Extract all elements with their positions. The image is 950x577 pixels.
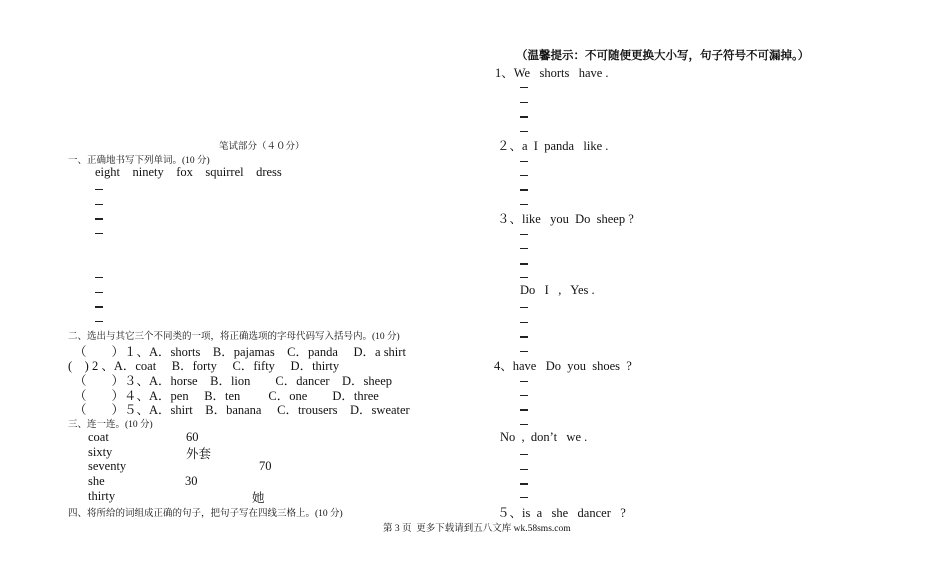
written-part-title: 笔试部分（４０分）: [219, 142, 305, 152]
sentence-5: ５、is a she dancer ?: [497, 506, 626, 520]
match-right-item: 30: [185, 474, 198, 488]
match-left-item: sixty: [88, 445, 113, 459]
match-left-item: coat: [88, 430, 109, 444]
writing-line: [95, 189, 103, 190]
writing-line: [520, 351, 528, 352]
choice-item-3: （ ）３、A．horse B．lion C．dancer D．sheep: [74, 374, 393, 388]
writing-line: [95, 321, 103, 322]
writing-line: [520, 469, 528, 470]
match-right-item: 她: [252, 491, 265, 505]
writing-line: [520, 234, 528, 235]
writing-line: [95, 292, 103, 293]
sentence-3: ３、like you Do sheep ?: [497, 212, 634, 226]
writing-line: [520, 381, 528, 382]
reminder-note: （温馨提示：不可随便更换大小写，句子符号不可漏掉。）: [516, 48, 810, 62]
match-right-item: 70: [259, 459, 272, 473]
writing-line: [95, 233, 103, 234]
writing-line: [520, 483, 528, 485]
writing-line: [520, 161, 528, 162]
writing-line: [520, 322, 528, 323]
writing-line: [520, 336, 528, 338]
page-footer: 第 3 页 更多下载请到五八文库 wk.58sms.com: [383, 524, 571, 534]
sentence-3-answer: Do I , Yes .: [520, 283, 595, 297]
match-left-item: she: [88, 474, 105, 488]
choice-item-4: （ ）４、A．pen B．ten C．one D．three: [74, 389, 379, 403]
writing-line: [520, 87, 528, 88]
choice-item-1: （ ）１、A．shorts B．pajamas C．panda D．a shirt: [74, 345, 406, 359]
writing-line: [520, 497, 528, 498]
writing-line: [520, 189, 528, 191]
writing-line: [95, 277, 103, 278]
sentence-4: 4、have Do you shoes ?: [494, 359, 632, 373]
sentence-4-answer: No , don’t we .: [500, 430, 588, 444]
writing-line: [520, 277, 528, 278]
section-1-heading: 一、正确地书写下列单词。(10 分): [68, 156, 210, 166]
match-left-item: thirty: [88, 489, 116, 503]
writing-line: [520, 175, 528, 176]
choice-item-2: ( ) 2 、A．coat B．forty C．fifty D．thirty: [68, 359, 340, 373]
writing-line: [95, 204, 103, 205]
choice-item-5: （ ）５、A．shirt B．banana C．trousers D．sweater: [74, 403, 410, 417]
section-2-heading: 二、选出与其它三个不同类的一项，将正确选项的字母代码写入括号内。(10 分): [68, 332, 400, 342]
sentence-1: 1、We shorts have .: [495, 66, 609, 80]
writing-line: [520, 307, 528, 308]
writing-line: [520, 395, 528, 396]
writing-line: [520, 131, 528, 132]
writing-line: [520, 116, 528, 118]
sentence-2: ２、a I panda like .: [497, 139, 609, 153]
writing-line: [520, 263, 528, 265]
word-list: eight ninety fox squirrel dress: [95, 165, 282, 179]
writing-line: [520, 248, 528, 249]
section-3-heading: 三、连一连。(10 分): [68, 420, 153, 430]
match-left-item: seventy: [88, 459, 127, 473]
writing-line: [520, 102, 528, 103]
writing-line: [520, 409, 528, 411]
match-right-item: 60: [186, 430, 199, 444]
writing-line: [95, 306, 103, 308]
section-4-heading: 四、将所给的词组成正确的句子，把句子写在四线三格上。(10 分): [68, 509, 343, 519]
writing-line: [520, 424, 528, 425]
writing-line: [520, 204, 528, 205]
match-right-item: 外套: [186, 447, 212, 461]
writing-line: [95, 218, 103, 220]
writing-line: [520, 454, 528, 455]
